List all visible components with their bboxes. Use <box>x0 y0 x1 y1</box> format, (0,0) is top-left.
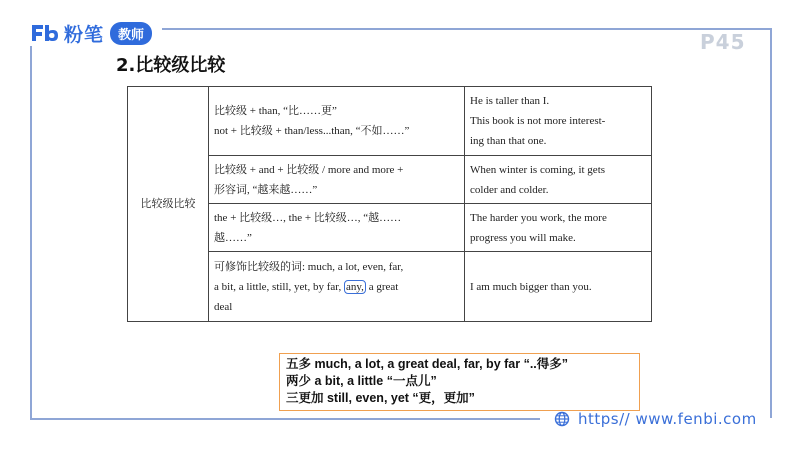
example-line: When winter is coming, it gets <box>470 163 606 176</box>
rule-line: 越……” <box>214 231 252 244</box>
example-line: The harder you work, the more <box>470 211 607 224</box>
rule-line: 形容词, “越来越……” <box>214 183 318 196</box>
fenbi-logo <box>30 20 152 46</box>
example-cell <box>465 204 652 252</box>
row-head-cell: 比较级比较 <box>128 87 209 322</box>
rule-line: 比较级 + than, “比……更” <box>214 105 337 117</box>
example-line: colder and colder. <box>470 183 549 196</box>
example-line: progress you will make. <box>470 231 576 244</box>
example-cell <box>465 156 652 204</box>
frame-right-line <box>770 28 772 418</box>
logo-brand-text: 粉笔 <box>64 23 105 46</box>
rule-cell <box>209 204 465 252</box>
rule-text: a great <box>365 280 399 293</box>
logo-tag: 教师 <box>110 22 152 45</box>
summary-note-box <box>279 353 640 411</box>
rule-cell <box>209 252 465 322</box>
example-cell <box>465 87 652 156</box>
rule-line: the + 比较级…, the + 比较级…, “越…… <box>214 211 402 224</box>
frame-bottom-line <box>30 418 540 420</box>
example-line: I am much bigger than you. <box>470 280 592 293</box>
grammar-table <box>127 86 652 322</box>
rule-line: 可修饰比较级的词: much, a lot, even, far, <box>214 260 404 273</box>
rule-line: deal <box>214 300 233 313</box>
example-line: This book is not more interest- <box>470 115 606 127</box>
example-cell <box>465 252 652 322</box>
table-row <box>128 87 652 156</box>
example-line: He is taller than I. <box>470 95 550 107</box>
website-url[interactable]: https// www.fenbi.com <box>578 410 757 428</box>
frame-left-line <box>30 46 32 418</box>
rule-cell <box>209 156 465 204</box>
rule-line <box>214 277 459 297</box>
rule-line: 比较级 + and + 比较级 / more and more + <box>214 163 404 176</box>
globe-icon <box>554 411 570 427</box>
example-line: ing than that one. <box>470 135 547 147</box>
note-line: 三更加 still, even, yet “更，更加” <box>286 391 475 405</box>
page-number: P45 <box>700 30 746 54</box>
rule-text: a bit, a little, still, yet, by far, <box>214 280 342 293</box>
rule-cell <box>209 87 465 156</box>
frame-top-line <box>162 28 770 30</box>
note-line: 五多 much, a lot, a great deal, far, by far “..得多” <box>286 357 569 371</box>
note-line: 两少 a bit, a little “一点儿” <box>286 374 437 388</box>
rule-line: not + 比较级 + than/less...than, “不如……” <box>214 125 410 137</box>
highlighted-word: any, <box>346 280 364 293</box>
fenbi-logo-icon <box>30 23 60 43</box>
section-title: 2.比较级比较 <box>116 55 226 76</box>
footer-link[interactable] <box>554 410 757 428</box>
